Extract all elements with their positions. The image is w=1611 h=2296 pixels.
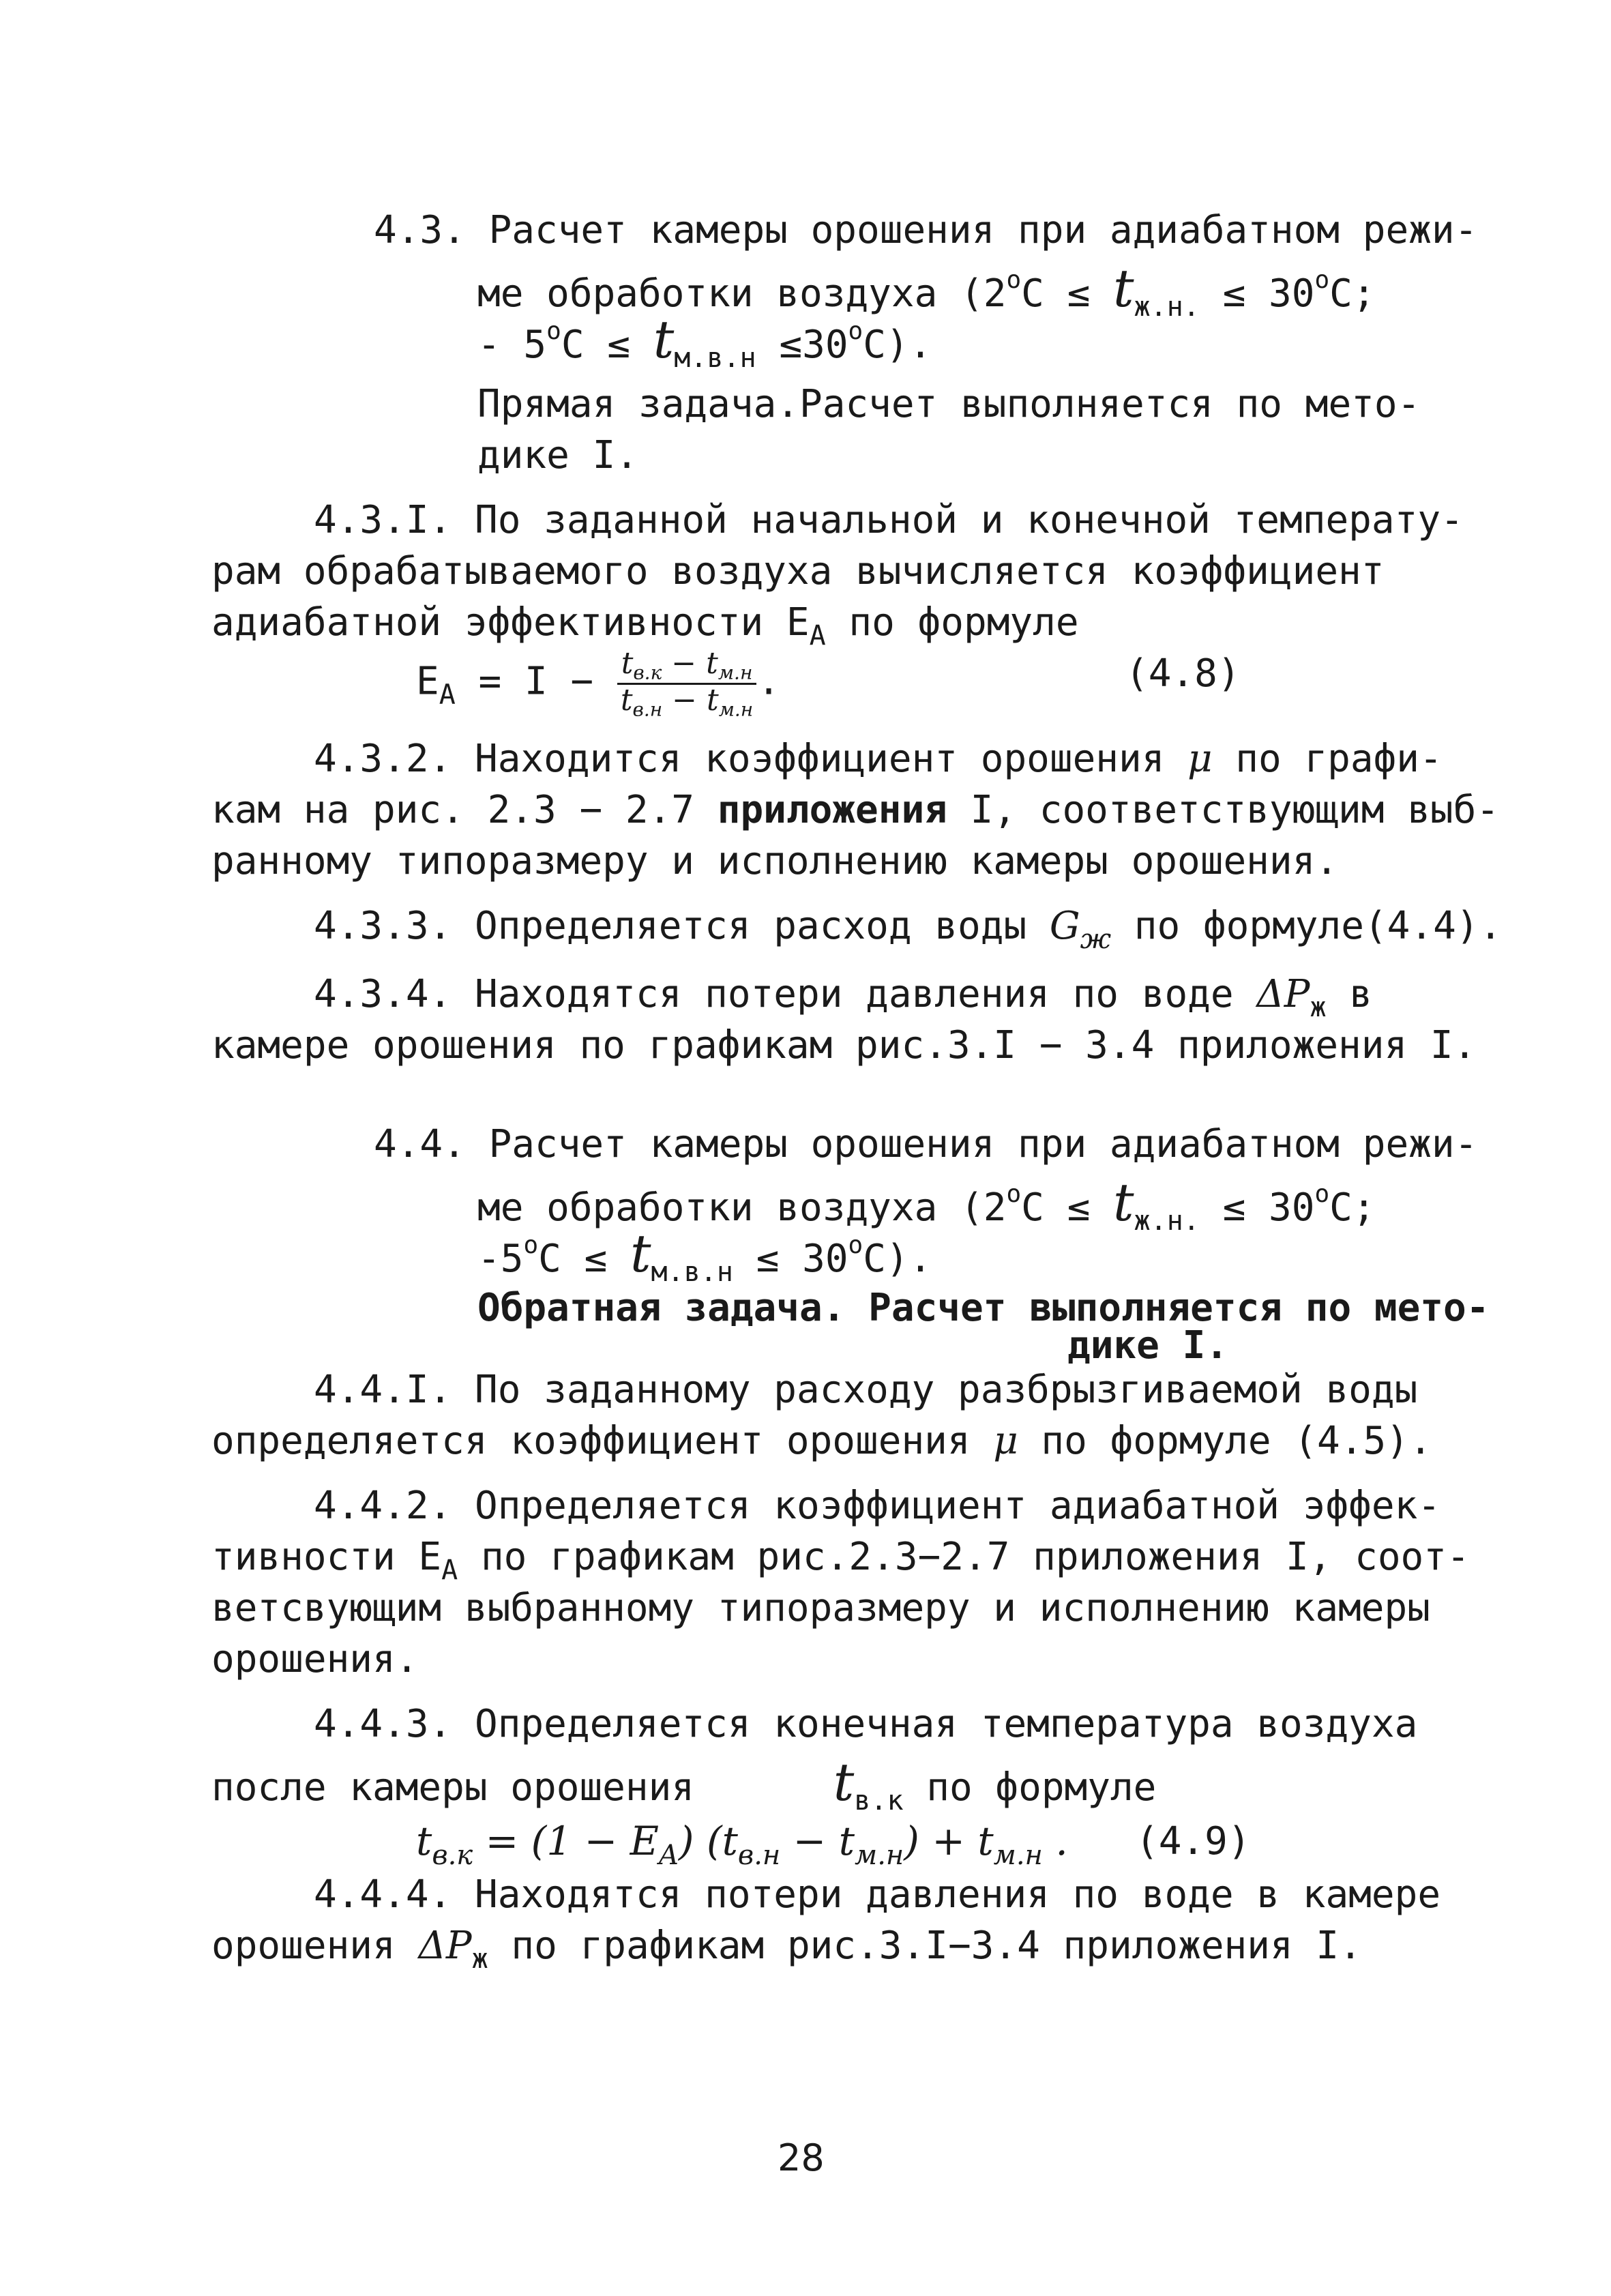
text-segment: - 5 <box>477 323 547 367</box>
temperature-symbol: t <box>1113 258 1134 319</box>
subscript: м.н <box>718 661 753 684</box>
text-segment: = I − <box>455 659 617 704</box>
mu-symbol: μ <box>993 1419 1018 1463</box>
temperature-symbol: t <box>653 309 675 370</box>
text-segment: C; <box>1329 1186 1376 1230</box>
text-segment: ≤ 30 <box>1199 271 1315 316</box>
text-segment: кам на рис. 2.3 − 2.7 <box>211 788 718 832</box>
para-4-4-3-line-2 <box>211 1752 1157 1816</box>
text-segment: после камеры орошения <box>211 1765 718 1810</box>
text-segment: определяется коэффициент орошения <box>211 1419 994 1463</box>
page-number: 28 <box>778 2136 825 2179</box>
text-segment: орошения <box>211 1924 419 1968</box>
text-segment: по формуле(4.4). <box>1111 904 1503 948</box>
text-segment: -5 <box>477 1237 524 1281</box>
para-4-3-1-line-1: 4.3.I. По заданной начальной и конечной температу- <box>314 498 1464 542</box>
subscript: ж.н. <box>1134 291 1200 323</box>
section-4-4-task-line-1: Обратная задача. Расчет выполняется по мето- <box>477 1286 1490 1330</box>
section-4-3-heading-line-3 <box>477 309 932 374</box>
para-4-4-4-line-1: 4.4.4. Находятся потери давления по воде в камере <box>314 1872 1441 1917</box>
fraction-numerator <box>617 648 757 685</box>
subscript: ж <box>1080 924 1112 955</box>
delta-p-symbol: ΔP <box>1256 972 1310 1016</box>
fraction <box>617 648 757 720</box>
para-4-4-2-line-2 <box>211 1535 1470 1586</box>
degree-superscript: o <box>546 317 561 345</box>
text-segment: C). <box>863 323 932 367</box>
degree-superscript: o <box>1314 266 1330 294</box>
text-segment: ≤30 <box>756 323 848 367</box>
degree-superscript: o <box>1006 266 1022 294</box>
subscript: ж <box>1310 992 1327 1023</box>
section-4-4-heading-line-3 <box>477 1223 932 1288</box>
subscript: в.к <box>432 1840 473 1871</box>
para-4-3-2-line-3: ранному типоразмеру и исполнению камеры орошения. <box>211 839 1339 883</box>
temperature-symbol: t <box>833 1752 855 1812</box>
subscript: в.к <box>854 1785 904 1816</box>
para-4-3-4-line-1 <box>314 972 1372 1023</box>
text-segment: по формуле <box>903 1765 1157 1810</box>
subscript: ж.н. <box>1134 1205 1200 1237</box>
text-segment: 4.3.4. Находятся потери давления по воде <box>314 972 1257 1016</box>
section-4-3-task-line-2: дике I. <box>477 433 639 477</box>
symbol: − <box>662 646 707 681</box>
subscript: м.н <box>993 1840 1043 1871</box>
equation-number-4-8: (4.8) <box>1125 651 1241 696</box>
text-segment: E <box>416 659 439 704</box>
para-4-3-4-line-2: камере орошения по графикам рис.3.I − 3.4 приложения I. <box>211 1023 1477 1068</box>
text-segment: C ≤ <box>1021 271 1113 316</box>
text-segment: C ≤ <box>561 323 653 367</box>
section-4-4-task-line-2: дике I. <box>1067 1323 1229 1368</box>
section-4-4-heading-line-1: 4.4. Расчет камеры орошения при адиабатном режи- <box>374 1122 1478 1166</box>
bold-word: приложения <box>717 788 947 832</box>
symbol: t <box>621 646 634 681</box>
text-segment: . <box>757 659 780 704</box>
para-4-4-3-line-1: 4.4.3. Определяется конечная температура воздуха <box>314 1702 1418 1746</box>
text-segment: C; <box>1329 271 1376 316</box>
text-segment: по формуле <box>825 600 1079 645</box>
subscript: м.в.н <box>674 342 756 374</box>
text-segment: адиабатной эффективности E <box>211 600 810 645</box>
formula-4-8 <box>416 648 780 720</box>
symbol: − <box>662 682 707 718</box>
text-segment: I, соответствующим выб- <box>947 788 1500 832</box>
subscript: в.н <box>632 698 663 721</box>
temperature-symbol: t <box>630 1223 651 1284</box>
text-segment: в <box>1326 972 1372 1016</box>
G-symbol: G <box>1049 904 1080 948</box>
text-segment: 4.3.3. Определяется расход воды <box>314 904 1050 948</box>
text-segment: C ≤ <box>538 1237 630 1281</box>
text-segment: C). <box>863 1237 932 1281</box>
fraction-denominator <box>617 682 757 721</box>
subscript: A <box>659 1840 679 1871</box>
degree-superscript: o <box>1006 1180 1022 1208</box>
section-4-3-heading-line-1: 4.3. Расчет камеры орошения при адиабатном режи- <box>374 208 1478 252</box>
text-segment: ) + t <box>904 1818 994 1864</box>
text-segment: . <box>1042 1818 1068 1864</box>
symbol: t <box>416 1818 432 1864</box>
para-4-4-4-line-2 <box>211 1924 1362 1975</box>
para-4-3-1-line-2: рам обрабатываемого воздуха вычисляется коэффициент <box>211 549 1385 593</box>
text-segment: = (1 − E <box>473 1818 660 1864</box>
text-segment: ме обработки воздуха (2 <box>477 1186 1007 1230</box>
subscript: в.н <box>737 1840 781 1871</box>
subscript: в.к <box>633 661 662 684</box>
subscript: м.н <box>718 698 754 721</box>
text-segment: ме обработки воздуха (2 <box>477 271 1007 316</box>
text-segment: − t <box>780 1818 855 1864</box>
section-4-4-heading-line-2 <box>477 1172 1376 1237</box>
text-segment: C ≤ <box>1021 1186 1113 1230</box>
subscript: м.н <box>855 1840 904 1871</box>
text-segment: ) (t <box>678 1818 738 1864</box>
text-segment: по графи- <box>1212 737 1443 781</box>
subscript: ж <box>471 1943 488 1975</box>
para-4-3-2-line-2 <box>211 788 1500 832</box>
section-4-3-heading-line-2 <box>477 258 1376 323</box>
degree-superscript: o <box>1314 1180 1330 1208</box>
symbol: t <box>706 646 718 681</box>
para-4-4-2-line-4: орошения. <box>211 1637 419 1681</box>
subscript: м.в.н <box>651 1256 733 1288</box>
formula-4-9 <box>416 1818 1068 1871</box>
symbol: t <box>620 682 633 718</box>
subscript: A <box>439 679 456 711</box>
para-4-3-1-line-3 <box>211 600 1079 651</box>
section-4-3-task-line-1: Прямая задача.Расчет выполняется по мето- <box>477 382 1421 426</box>
text-segment: 4.3.2. Находится коэффициент орошения <box>314 737 1188 781</box>
degree-superscript: o <box>848 1231 863 1259</box>
mu-symbol: μ <box>1187 737 1213 781</box>
degree-superscript: o <box>848 317 863 345</box>
symbol: t <box>707 682 719 718</box>
delta-p-symbol: ΔP <box>418 1924 472 1968</box>
subscript: A <box>809 620 826 651</box>
para-4-3-3-line-1 <box>314 904 1503 955</box>
text-segment: по графикам рис.3.I−3.4 приложения I. <box>488 1924 1362 1968</box>
para-4-3-2-line-1 <box>314 737 1443 781</box>
text-segment: ≤ 30 <box>733 1237 848 1281</box>
para-4-4-1-line-1: 4.4.I. По заданному расходу разбрызгиваемой воды <box>314 1368 1418 1412</box>
para-4-4-1-line-2 <box>211 1419 1432 1463</box>
text-segment: по формуле (4.5). <box>1018 1419 1432 1463</box>
para-4-4-2-line-3: ветсвующим выбранному типоразмеру и исполнению камеры <box>211 1586 1430 1630</box>
degree-superscript: o <box>523 1231 539 1259</box>
temperature-symbol: t <box>1113 1172 1134 1233</box>
text-segment: ≤ 30 <box>1199 1186 1315 1230</box>
text-segment: по графикам рис.2.3−2.7 приложения I, соот- <box>458 1535 1470 1579</box>
para-4-4-2-line-1: 4.4.2. Определяется коэффициент адиабатной эффек- <box>314 1484 1441 1528</box>
text-segment: тивности E <box>211 1535 442 1579</box>
equation-number-4-9: (4.9) <box>1136 1819 1251 1864</box>
subscript: A <box>441 1555 458 1586</box>
